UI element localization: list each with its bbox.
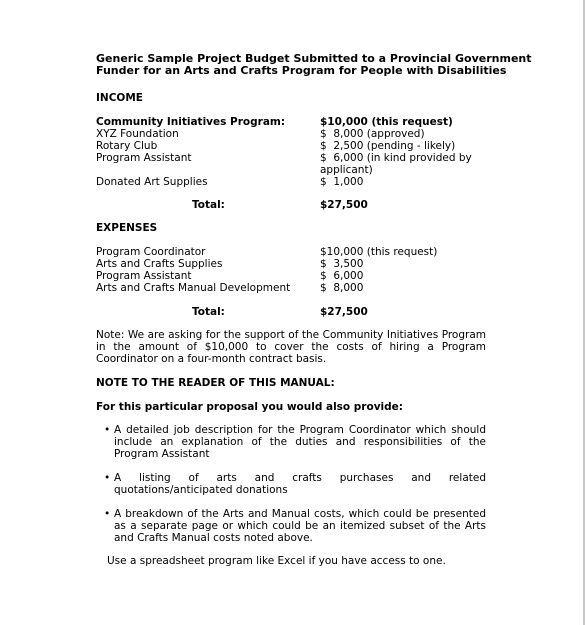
expense-row-value: $ 3,500 <box>320 258 364 270</box>
income-row-value: $ 6,000 (in kind provided by <box>320 152 472 164</box>
income-row-value: $ 8,000 (approved) <box>320 128 425 140</box>
reader-note-heading: NOTE TO THE READER OF THIS MANUAL: <box>96 377 335 389</box>
income-row-label: Rotary Club <box>96 140 158 152</box>
expenses-total-label: Total: <box>192 306 225 318</box>
expense-row-label: Program Assistant <box>96 270 192 282</box>
list-item-text: A detailed job description for the Program Coordinator which should include an explanation of the duties and responsibilities of the Program Assistant <box>114 424 486 460</box>
expenses-heading: EXPENSES <box>96 222 158 234</box>
expense-row-label: Arts and Crafts Supplies <box>96 258 223 270</box>
income-row-label: Donated Art Supplies <box>96 176 208 188</box>
expense-row-value: $ 8,000 <box>320 282 364 294</box>
income-row-label: Program Assistant <box>96 152 192 164</box>
income-row-value: $ 1,000 <box>320 176 364 188</box>
income-row-label: Community Initiatives Program: <box>96 116 286 128</box>
expense-row-label: Arts and Crafts Manual Development <box>96 282 291 294</box>
income-row-label: XYZ Foundation <box>96 128 179 140</box>
bullet-icon: • <box>104 508 111 520</box>
income-row-value: $10,000 (this request) <box>320 116 453 128</box>
income-heading: INCOME <box>96 92 143 104</box>
document-title-line-1: Generic Sample Project Budget Submitted to a Provincial Government <box>96 52 532 65</box>
document-title-line-2: Funder for an Arts and Crafts Program for People with Disabilities <box>96 64 507 77</box>
bullet-icon: • <box>104 424 111 436</box>
income-row-value: $ 2,500 (pending - likely) <box>320 140 456 152</box>
income-total-label: Total: <box>192 199 225 211</box>
list-item-text: A listing of arts and crafts purchases and related quotations/anticipated donations <box>114 472 486 496</box>
expense-row-label: Program Coordinator <box>96 246 206 258</box>
list-item-text: A breakdown of the Arts and Manual costs, which could be presented as a separate page or which could be an itemized subset of the Arts and Crafts Manual costs noted above. <box>114 508 486 544</box>
note-paragraph: Note: We are asking for the support of the Community Initiatives Program in the amount of $10,000 to cover the costs of hiring a Program Coordinator on a four-month contract basis. <box>96 329 486 365</box>
expense-row-value: $10,000 (this request) <box>320 246 438 258</box>
bullet-icon: • <box>104 472 111 484</box>
expenses-total-value: $27,500 <box>320 306 368 318</box>
closing-text: Use a spreadsheet program like Excel if you have access to one. <box>107 555 446 567</box>
proposal-heading: For this particular proposal you would also provide: <box>96 401 403 413</box>
income-total-value: $27,500 <box>320 199 368 211</box>
expense-row-value: $ 6,000 <box>320 270 364 282</box>
income-row-value-continued: applicant) <box>320 164 373 176</box>
